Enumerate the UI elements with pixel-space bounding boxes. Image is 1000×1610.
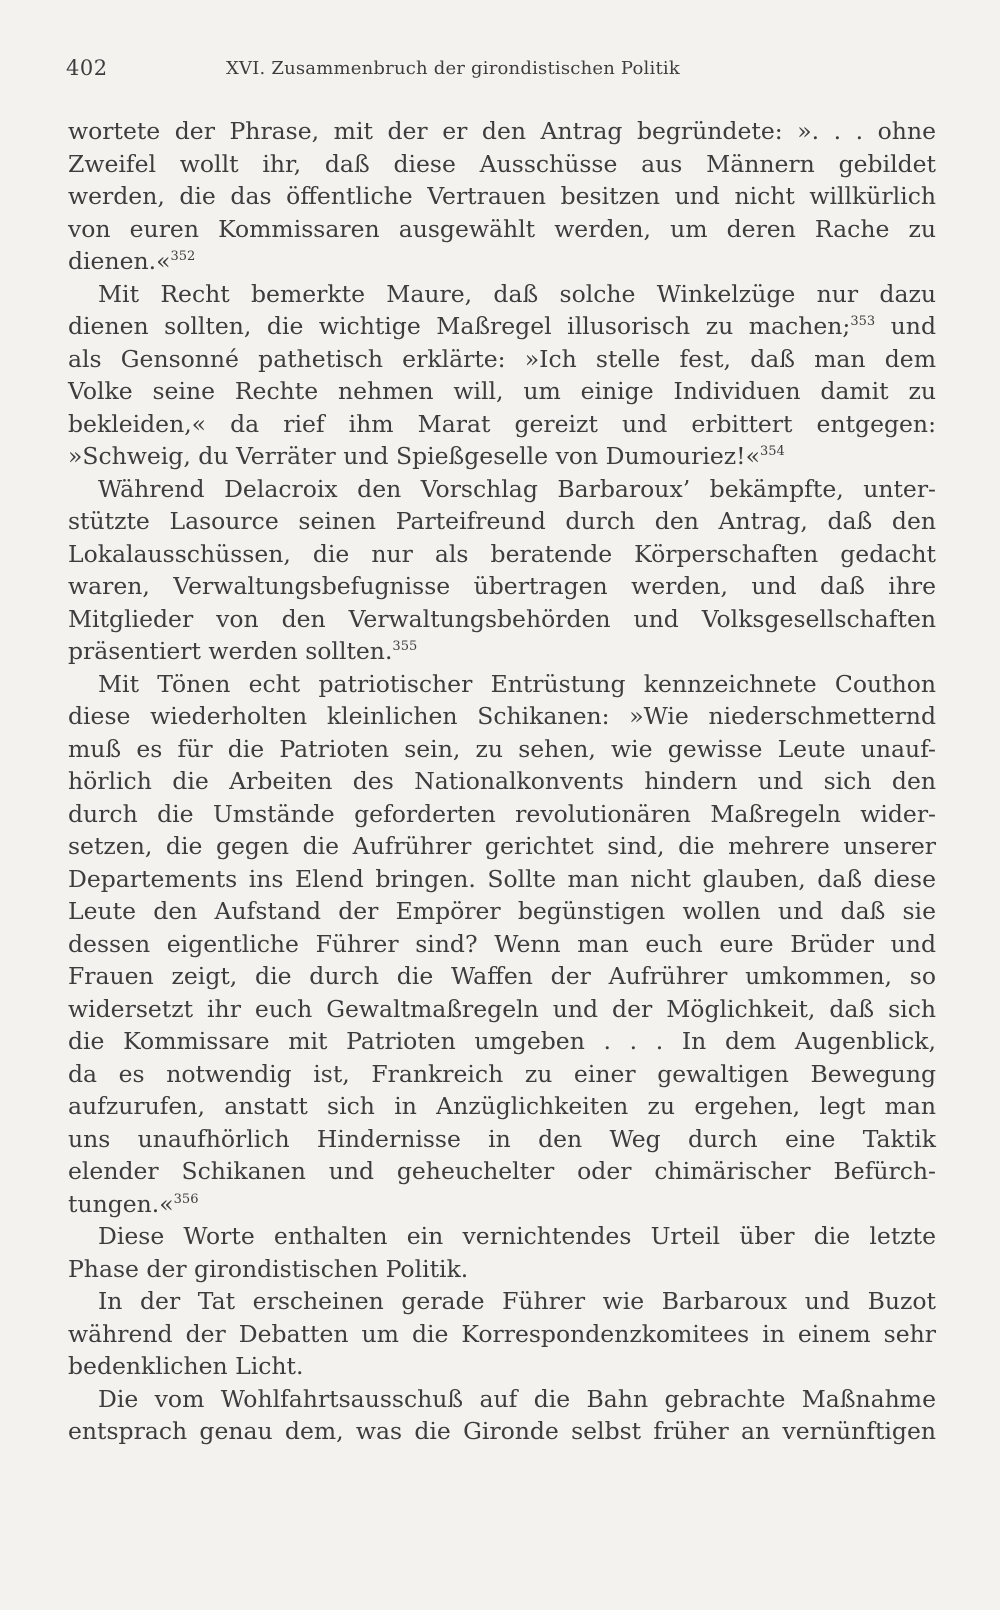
line-text: präsentiert werden sollten. xyxy=(68,637,393,665)
line-text: waren, Verwaltungsbefugnisse übertragen werden, und daß ihre xyxy=(68,572,936,600)
line-text: als Gensonné pathetisch erklärte: »Ich stelle fest, daß man dem xyxy=(68,344,936,373)
text-line xyxy=(68,668,936,701)
text-line xyxy=(68,538,936,571)
line-text: während der Debatten um die Korrespondenzkomitees in einem sehr xyxy=(68,1319,936,1348)
line-text: von euren Kommissaren ausgewählt werden, um deren Rache zu xyxy=(68,214,936,243)
line-text: durch die Umstände geforderten revolutionären Maßregeln wider- xyxy=(68,799,936,828)
text-line xyxy=(68,1350,936,1383)
text-line xyxy=(68,1318,936,1351)
footnote-reference[interactable]: 352 xyxy=(170,249,196,264)
line-text: Volke seine Rechte nehmen will, um einige Individuen damit zu xyxy=(68,377,936,405)
text-line xyxy=(68,1025,936,1058)
text-line xyxy=(68,928,936,961)
line-text: Lokalausschüssen, die nur als beratende Körperschaften gedacht xyxy=(68,539,936,568)
text-line xyxy=(68,115,936,148)
line-text: Mitglieder von den Verwaltungsbehörden und Volksgesellschaften xyxy=(68,604,936,633)
text-line xyxy=(68,798,936,831)
line-text: Die vom Wohlfahrtsausschuß auf die Bahn gebrachte Maßnahme xyxy=(98,1384,936,1413)
text-line xyxy=(68,408,936,441)
text-line xyxy=(68,1058,936,1091)
text-line xyxy=(68,278,936,311)
text-line xyxy=(68,700,936,733)
text-line xyxy=(68,1415,936,1448)
text-line xyxy=(68,895,936,928)
line-text: Diese Worte enthalten ein vernichtendes Urteil über die letzte xyxy=(98,1222,936,1250)
text-line xyxy=(68,830,936,863)
text-line xyxy=(68,733,936,766)
text-line xyxy=(68,1188,936,1221)
footnote-reference[interactable]: 355 xyxy=(392,639,418,654)
text-line xyxy=(68,993,936,1026)
line-text: uns unaufhörlich Hindernisse in den Weg durch eine Taktik xyxy=(68,1124,936,1153)
text-line xyxy=(68,603,936,636)
text-line xyxy=(68,148,936,181)
line-text: diese wiederholten kleinlichen Schikanen: »Wie niederschmetternd xyxy=(68,702,936,730)
line-text: bekleiden,« da rief ihm Marat gereizt und erbittert entgegen: xyxy=(68,409,936,438)
page-header xyxy=(66,56,934,90)
line-text: wortete der Phrase, mit der er den Antrag begründete: ». . . ohne xyxy=(68,117,936,145)
line-text: Departements ins Elend bringen. Sollte man nicht glauben, daß diese xyxy=(68,864,936,893)
text-line xyxy=(68,765,936,798)
line-text: tungen.« xyxy=(68,1189,174,1218)
text-line xyxy=(68,245,936,278)
text-line xyxy=(68,570,936,603)
line-text: muß es für die Patrioten sein, zu sehen, wie gewisse Leute unauf- xyxy=(68,734,936,763)
text-line xyxy=(68,1383,936,1416)
line-text: dienen sollten, die wichtige Maßregel illusorisch zu machen; xyxy=(68,312,851,340)
text-line xyxy=(68,310,936,343)
line-text: Frauen zeigt, die durch die Waffen der Aufrührer umkommen, so xyxy=(68,962,936,990)
line-text: dessen eigentliche Führer sind? Wenn man euch eure Brüder und xyxy=(68,929,936,958)
text-line xyxy=(68,440,936,473)
line-text-continued: und xyxy=(875,312,936,340)
text-line xyxy=(68,1090,936,1123)
line-text: Mit Recht bemerkte Maure, daß solche Winkelzüge nur dazu xyxy=(98,279,936,308)
text-line xyxy=(68,1155,936,1188)
text-line xyxy=(68,343,936,376)
text-line xyxy=(68,180,936,213)
line-text: dienen.« xyxy=(68,247,171,275)
line-text: die Kommissare mit Patrioten umgeben . . . In dem Augenblick, xyxy=(68,1027,936,1055)
text-line xyxy=(68,375,936,408)
text-line xyxy=(68,213,936,246)
text-line xyxy=(68,1220,936,1253)
line-text: Leute den Aufstand der Empörer begünstigen wollen und daß sie xyxy=(68,897,936,925)
body-text xyxy=(68,115,936,1448)
line-text: aufzurufen, anstatt sich in Anzüglichkeiten zu ergehen, legt man xyxy=(68,1092,936,1120)
line-text: Während Delacroix den Vorschlag Barbaroux’ bekämpfte, unter- xyxy=(98,474,936,503)
text-line xyxy=(68,1285,936,1318)
line-text: »Schweig, du Verräter und Spießgeselle von Dumouriez!« xyxy=(68,442,760,470)
line-text: setzen, die gegen die Aufrührer gerichtet sind, die mehrere unserer xyxy=(68,832,936,860)
line-text: Zweifel wollt ihr, daß diese Ausschüsse aus Männern gebildet xyxy=(68,149,936,178)
page-number: 402 xyxy=(66,56,108,80)
line-text: Mit Tönen echt patriotischer Entrüstung kennzeichnete Couthon xyxy=(98,669,936,698)
text-line xyxy=(68,1123,936,1156)
footnote-reference[interactable]: 353 xyxy=(850,314,876,329)
running-title: XVI. Zusammenbruch der girondistischen Politik xyxy=(226,58,680,79)
text-line xyxy=(68,863,936,896)
footnote-reference[interactable]: 356 xyxy=(173,1191,199,1207)
line-text: bedenklichen Licht. xyxy=(68,1352,304,1380)
text-line xyxy=(68,473,936,506)
text-line xyxy=(68,635,936,668)
line-text: stützte Lasource seinen Parteifreund durch den Antrag, daß den xyxy=(68,507,936,535)
text-line xyxy=(68,1253,936,1286)
line-text: hörlich die Arbeiten des Nationalkonvents hindern und sich den xyxy=(68,767,936,795)
text-line xyxy=(68,960,936,993)
text-line xyxy=(68,505,936,538)
line-text: elender Schikanen und geheuchelter oder chimärischer Befürch- xyxy=(68,1157,936,1185)
line-text: In der Tat erscheinen gerade Führer wie Barbaroux und Buzot xyxy=(98,1287,936,1315)
line-text: widersetzt ihr euch Gewaltmaßregeln und der Möglichkeit, daß sich xyxy=(68,994,936,1023)
line-text: werden, die das öffentliche Vertrauen besitzen und nicht willkürlich xyxy=(68,182,936,210)
line-text: da es notwendig ist, Frankreich zu einer gewaltigen Bewegung xyxy=(68,1059,936,1088)
line-text: Phase der girondistischen Politik. xyxy=(68,1254,469,1283)
line-text: entsprach genau dem, was die Gironde selbst früher an vernünftigen xyxy=(68,1417,936,1445)
footnote-reference[interactable]: 354 xyxy=(760,444,785,459)
